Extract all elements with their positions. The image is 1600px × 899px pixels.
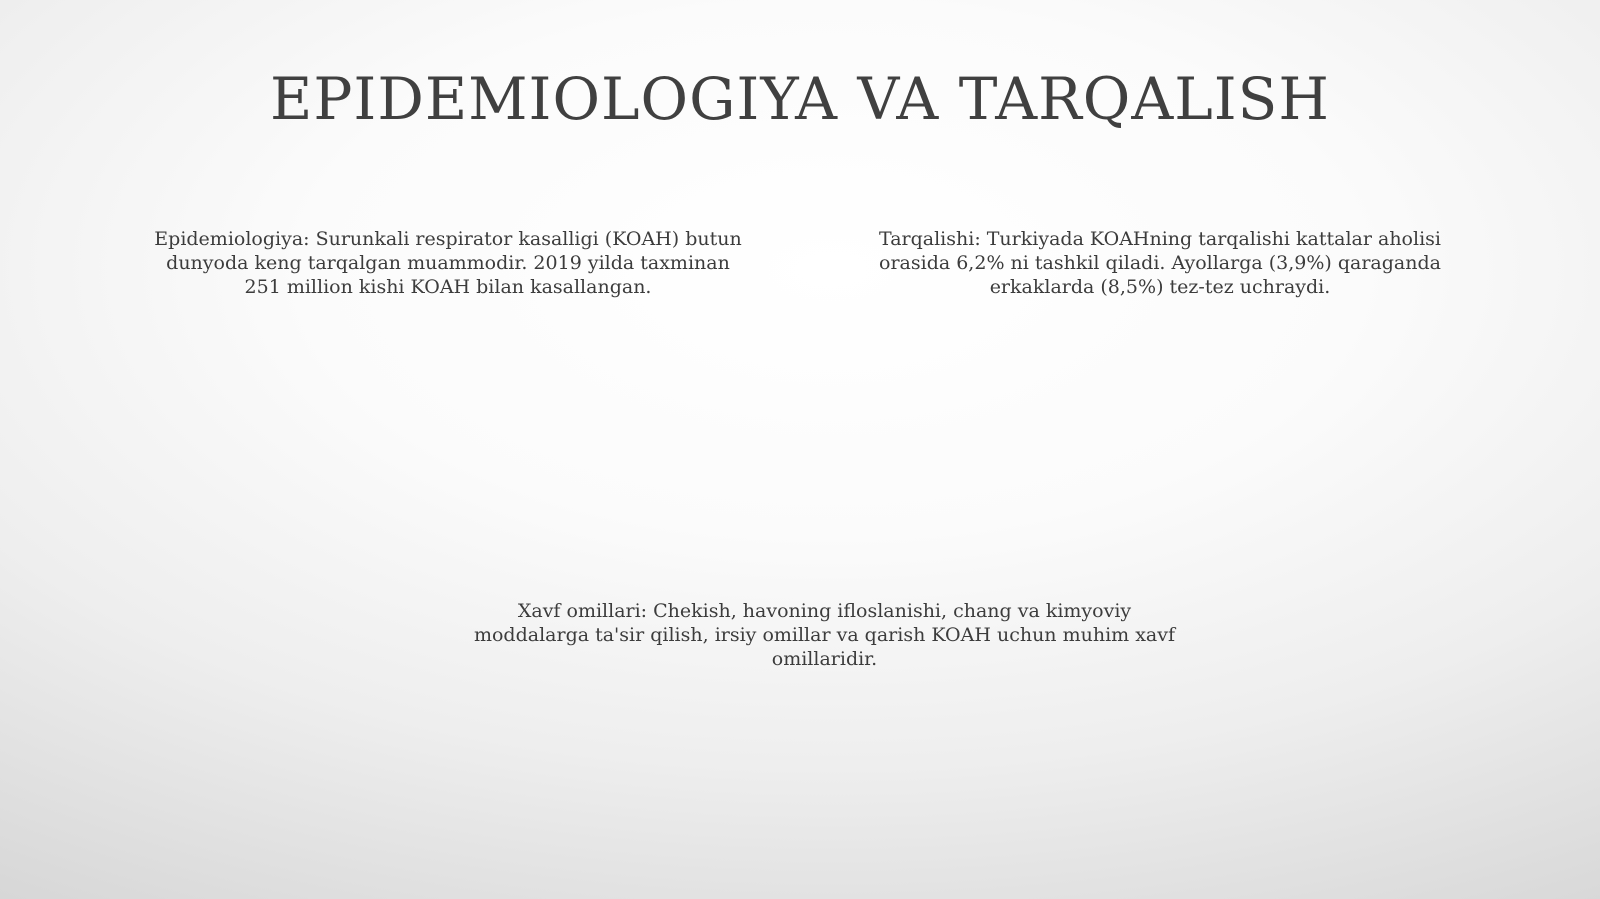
epidemiology-text: Epidemiologiya: Surunkali respirator kasalligi (KOAH) butun dunyoda keng tarqalgan muammodir. 2019 yilda taxminan 251 million kishi KOAH bilan kasallangan. <box>154 228 742 298</box>
risk-factors-text: Xavf omillari: Chekish, havoning ifloslanishi, chang va kimyoviy moddalarga ta'sir qilish, irsiy omillar va qarish KOAH uchun muhim xavf omillaridir. <box>473 600 1176 670</box>
prevalence-text: Tarqalishi: Turkiyada KOAHning tarqalishi kattalar aholisi orasida 6,2% ni tashkil qiladi. Ayollarga (3,9%) qaraganda erkaklarda (8,5%) tez-tez uchraydi. <box>879 228 1441 298</box>
slide-title: EPIDEMIOLOGIYA VA TARQALISH <box>270 65 1330 133</box>
